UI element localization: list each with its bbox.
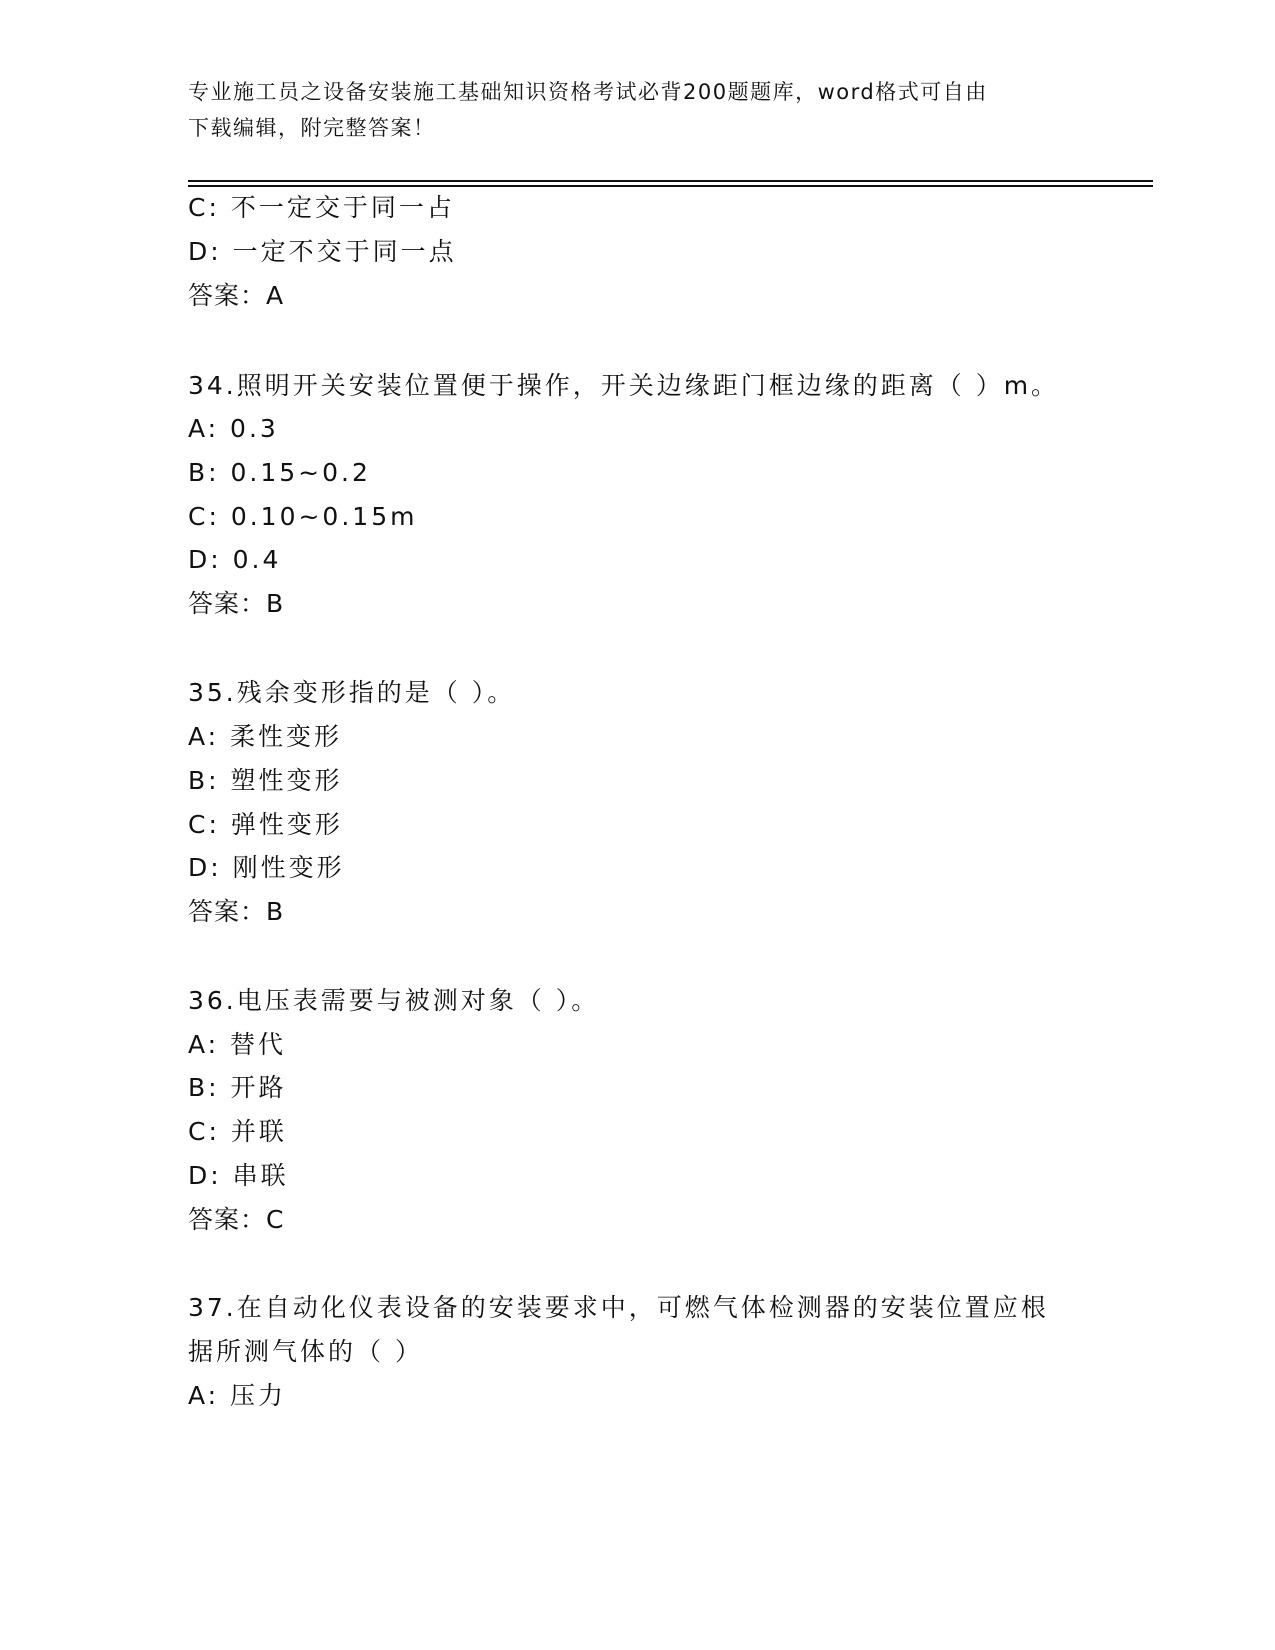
header-divider-top	[188, 180, 1153, 182]
q36-option-a: A: 替代	[188, 1030, 287, 1059]
q33-option-c: C: 不一定交于同一占	[188, 193, 455, 222]
q35-answer: 答案：B	[188, 897, 285, 926]
q36-question: 36.电压表需要与被测对象（ ）。	[188, 986, 600, 1015]
q35-option-d: D: 刚性变形	[188, 853, 345, 882]
q35-option-c: C: 弹性变形	[188, 810, 343, 839]
q35-question: 35.残余变形指的是（ ）。	[188, 678, 516, 707]
q37-question-line-2: 据所测气体的（ ）	[188, 1337, 423, 1366]
document-header	[188, 74, 1088, 146]
q36-option-d: D: 串联	[188, 1161, 289, 1190]
q37-question-line-1: 37.在自动化仪表设备的安装要求中，可燃气体检测器的安装位置应根	[188, 1293, 1049, 1322]
q36-answer: 答案：C	[188, 1205, 285, 1234]
q34-option-a: A: 0.3	[188, 414, 279, 443]
q36-option-c: C: 并联	[188, 1117, 287, 1146]
q35-option-a: A: 柔性变形	[188, 722, 343, 751]
q34-answer: 答案：B	[188, 589, 285, 618]
q36-option-b: B: 开路	[188, 1073, 287, 1102]
header-line-2: 下载编辑，附完整答案！	[188, 116, 436, 140]
q37-option-a: A: 压力	[188, 1381, 287, 1410]
q34-question: 34.照明开关安装位置便于操作，开关边缘距门框边缘的距离（ ）m。	[188, 371, 1060, 400]
q33-answer: 答案：A	[188, 281, 285, 310]
header-divider-bottom	[188, 185, 1153, 187]
q35-option-b: B: 塑性变形	[188, 766, 343, 795]
header-line-1: 专业施工员之设备安装施工基础知识资格考试必背200题题库，word格式可自由	[188, 80, 988, 104]
q34-option-c: C: 0.10~0.15m	[188, 502, 418, 531]
q33-option-d: D: 一定不交于同一点	[188, 237, 457, 266]
q34-option-b: B: 0.15~0.2	[188, 458, 371, 487]
q34-option-d: D: 0.4	[188, 545, 282, 574]
